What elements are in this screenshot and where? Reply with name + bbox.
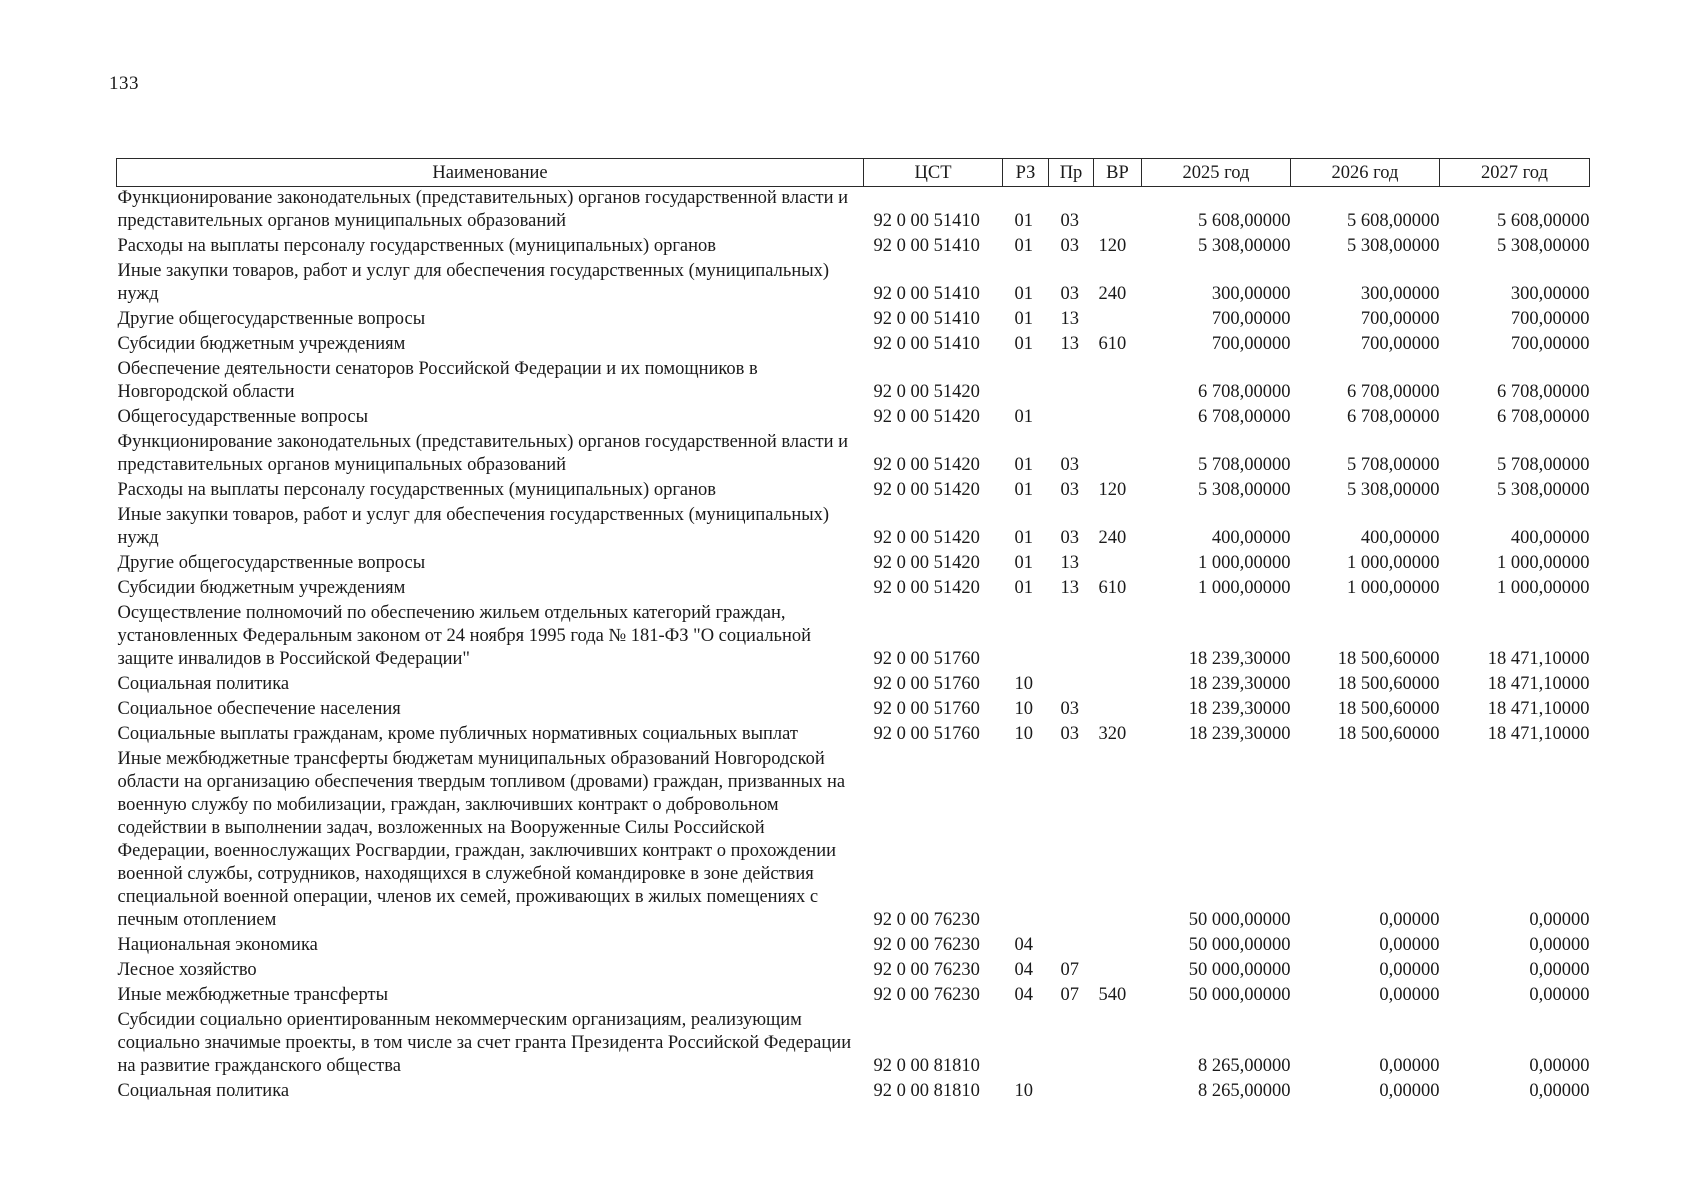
- cell-2026: 18 500,60000: [1337, 699, 1440, 719]
- cell-cst: 92 0 00 51410: [873, 334, 980, 354]
- table-row: [117, 235, 1590, 260]
- cell-cst: 92 0 00 51420: [873, 553, 980, 573]
- cell-vr: [1094, 748, 1142, 934]
- cell-cst: 92 0 00 51420: [873, 407, 980, 427]
- header-pr: Пр: [1049, 159, 1094, 187]
- cell-2025: 5 708,00000: [1198, 455, 1291, 475]
- cell-pr: 03: [1060, 724, 1079, 744]
- cell-2025: 18 239,30000: [1188, 674, 1291, 694]
- cell-name: Национальная экономика: [117, 935, 318, 955]
- table-row: [117, 1080, 1590, 1105]
- table-header: [117, 159, 1590, 187]
- cell-cst: 92 0 00 51410: [873, 284, 980, 304]
- cell-2026: 0,00000: [1379, 985, 1440, 1005]
- cell-2025: 1 000,00000: [1198, 553, 1291, 573]
- cell-pr: 13: [1060, 553, 1079, 573]
- table-body: [117, 187, 1590, 1106]
- cell-vr: [1094, 959, 1142, 984]
- cell-2027: 18 471,10000: [1487, 649, 1590, 669]
- cell-pr: 03: [1060, 284, 1079, 304]
- cell-vr: 120: [1098, 480, 1127, 500]
- cell-2025: 50 000,00000: [1188, 910, 1291, 930]
- cell-cst: 92 0 00 81810: [873, 1056, 980, 1076]
- table-row: [117, 479, 1590, 504]
- cell-2027: 1 000,00000: [1497, 553, 1590, 573]
- page-number: 133: [109, 73, 139, 94]
- cell-name: Общегосударственные вопросы: [117, 407, 369, 427]
- cell-name: Социальное обеспечение населения: [117, 699, 401, 719]
- cell-pr: 07: [1060, 985, 1079, 1005]
- cell-vr: [1094, 431, 1142, 479]
- cell-2025: 6 708,00000: [1198, 407, 1291, 427]
- cell-2027: 5 608,00000: [1497, 211, 1590, 231]
- cell-2027: 0,00000: [1529, 960, 1590, 980]
- cell-name: Иные закупки товаров, работ и услуг для обеспечения государственных (муниципальных) нужд: [117, 505, 830, 548]
- cell-cst: 92 0 00 76230: [873, 985, 980, 1005]
- cell-2026: 6 708,00000: [1347, 382, 1440, 402]
- cell-pr: 03: [1060, 528, 1079, 548]
- cell-pr: 13: [1060, 334, 1079, 354]
- cell-2026: 700,00000: [1360, 309, 1440, 329]
- cell-2026: 5 708,00000: [1347, 455, 1440, 475]
- cell-2025: 1 000,00000: [1198, 578, 1291, 598]
- table-row: [117, 333, 1590, 358]
- header-2026: 2026 год: [1291, 159, 1440, 187]
- cell-2025: 18 239,30000: [1188, 649, 1291, 669]
- cell-2026: 5 608,00000: [1347, 211, 1440, 231]
- cell-rz: 04: [1014, 935, 1033, 955]
- cell-name: Лесное хозяйство: [117, 960, 257, 980]
- cell-cst: 92 0 00 51420: [873, 382, 980, 402]
- cell-cst: 92 0 00 51760: [873, 699, 980, 719]
- table-row: [117, 673, 1590, 698]
- cell-name: Иные закупки товаров, работ и услуг для обеспечения государственных (муниципальных) нужд: [117, 261, 830, 304]
- cell-name: Социальные выплаты гражданам, кроме публичных нормативных социальных выплат: [117, 724, 798, 744]
- table-row: [117, 984, 1590, 1009]
- cell-rz: 04: [1014, 960, 1033, 980]
- cell-cst: 92 0 00 51420: [873, 528, 980, 548]
- cell-rz: 01: [1014, 211, 1033, 231]
- cell-pr: 13: [1060, 309, 1079, 329]
- cell-rz: 01: [1014, 455, 1033, 475]
- cell-vr: [1094, 308, 1142, 333]
- cell-vr: [1094, 406, 1142, 431]
- cell-pr: [1049, 934, 1094, 959]
- cell-pr: 03: [1060, 236, 1079, 256]
- cell-2026: 18 500,60000: [1337, 724, 1440, 744]
- budget-table: [116, 158, 1590, 1105]
- cell-2026: 1 000,00000: [1347, 553, 1440, 573]
- cell-cst: 92 0 00 51410: [873, 309, 980, 329]
- cell-cst: 92 0 00 51420: [873, 455, 980, 475]
- cell-name: Субсидии бюджетным учреждениям: [117, 334, 406, 354]
- cell-cst: 92 0 00 51420: [873, 480, 980, 500]
- table-row: [117, 187, 1590, 236]
- cell-2027: 1 000,00000: [1497, 578, 1590, 598]
- cell-rz: 01: [1014, 309, 1033, 329]
- header-name: Наименование: [117, 159, 864, 187]
- cell-2026: 300,00000: [1360, 284, 1440, 304]
- cell-cst: 92 0 00 81810: [873, 1081, 980, 1101]
- cell-vr: 240: [1098, 528, 1127, 548]
- cell-2027: 400,00000: [1510, 528, 1590, 548]
- cell-2026: 0,00000: [1379, 960, 1440, 980]
- header-cst: ЦСТ: [864, 159, 1003, 187]
- cell-2025: 50 000,00000: [1188, 935, 1291, 955]
- cell-vr: 240: [1098, 284, 1127, 304]
- cell-name: Расходы на выплаты персоналу государственных (муниципальных) органов: [117, 236, 717, 256]
- cell-vr: [1094, 358, 1142, 406]
- table-row: [117, 308, 1590, 333]
- cell-rz: 01: [1014, 480, 1033, 500]
- cell-cst: 92 0 00 51420: [873, 578, 980, 598]
- cell-2027: 700,00000: [1510, 334, 1590, 354]
- cell-2027: 5 308,00000: [1497, 480, 1590, 500]
- cell-2027: 300,00000: [1510, 284, 1590, 304]
- cell-rz: 01: [1014, 407, 1033, 427]
- cell-2025: 18 239,30000: [1188, 724, 1291, 744]
- cell-cst: 92 0 00 51410: [873, 236, 980, 256]
- table-row: [117, 358, 1590, 406]
- cell-2025: 300,00000: [1211, 284, 1291, 304]
- header-row: [117, 159, 1590, 187]
- cell-vr: [1094, 602, 1142, 673]
- cell-2027: 5 708,00000: [1497, 455, 1590, 475]
- cell-2026: 18 500,60000: [1337, 649, 1440, 669]
- cell-2026: 6 708,00000: [1347, 407, 1440, 427]
- cell-name: Другие общегосударственные вопросы: [117, 553, 426, 573]
- cell-2026: 400,00000: [1360, 528, 1440, 548]
- cell-2027: 5 308,00000: [1497, 236, 1590, 256]
- cell-vr: [1094, 1080, 1142, 1105]
- cell-2027: 6 708,00000: [1497, 382, 1590, 402]
- cell-cst: 92 0 00 51760: [873, 674, 980, 694]
- cell-vr: [1094, 934, 1142, 959]
- cell-vr: 320: [1098, 724, 1127, 744]
- cell-rz: 01: [1014, 284, 1033, 304]
- cell-2026: 5 308,00000: [1347, 236, 1440, 256]
- cell-name: Осуществление полномочий по обеспечению жильем отдельных категорий граждан, установленных Федеральным законом от 24 ноября 1995 года № 181-ФЗ "О социальной защите инвалидов в Российской Федерации": [117, 603, 812, 669]
- table-row: [117, 260, 1590, 308]
- cell-vr: [1094, 552, 1142, 577]
- cell-2025: 700,00000: [1211, 309, 1291, 329]
- cell-name: Функционирование законодательных (представительных) органов государственной власти и представительных органов муниципальных образований: [117, 432, 849, 475]
- cell-rz: 01: [1014, 334, 1033, 354]
- cell-cst: 92 0 00 51410: [873, 211, 980, 231]
- cell-2026: 0,00000: [1379, 1081, 1440, 1101]
- cell-name: Иные межбюджетные трансферты бюджетам муниципальных образований Новгородской области на организацию обеспечения твердым топливом (дровами) граждан, призванных на военную службу по мобилизации, граждан, заключивших контракт о добровольном содействии в выполнении задач, возложенных на Вооруженные Силы Российской Федерации, военнослужащих Росгвардии, граждан, заключивших контракт о прохождении военной службы, сотрудников, находящихся в служебной командировке в зоне действия специальной военной операции, членов их семей, проживающих в жилых помещениях с печным отоплением: [117, 749, 846, 930]
- cell-pr: 07: [1060, 960, 1079, 980]
- table-row: [117, 504, 1590, 552]
- cell-pr: [1049, 406, 1094, 431]
- cell-2026: 0,00000: [1379, 935, 1440, 955]
- cell-pr: [1049, 673, 1094, 698]
- cell-name: Другие общегосударственные вопросы: [117, 309, 426, 329]
- cell-pr: [1049, 358, 1094, 406]
- cell-2025: 8 265,00000: [1198, 1081, 1291, 1101]
- cell-rz: 10: [1014, 1081, 1033, 1101]
- cell-2027: 0,00000: [1529, 910, 1590, 930]
- cell-2026: 0,00000: [1379, 1056, 1440, 1076]
- cell-vr: [1094, 673, 1142, 698]
- cell-name: Обеспечение деятельности сенаторов Российской Федерации и их помощников в Новгородской области: [117, 359, 758, 402]
- cell-cst: 92 0 00 51760: [873, 724, 980, 744]
- cell-name: Социальная политика: [117, 674, 290, 694]
- header-rz: РЗ: [1003, 159, 1049, 187]
- cell-pr: [1049, 748, 1094, 934]
- cell-pr: [1049, 602, 1094, 673]
- cell-name: Иные межбюджетные трансферты: [117, 985, 389, 1005]
- cell-2025: 50 000,00000: [1188, 985, 1291, 1005]
- table-row: [117, 406, 1590, 431]
- cell-vr: [1094, 698, 1142, 723]
- table-row: [117, 698, 1590, 723]
- cell-vr: 610: [1098, 334, 1127, 354]
- cell-cst: 92 0 00 76230: [873, 910, 980, 930]
- cell-2025: 5 608,00000: [1198, 211, 1291, 231]
- cell-2025: 700,00000: [1211, 334, 1291, 354]
- cell-name: Субсидии социально ориентированным некоммерческим организациям, реализующим социально значимые проекты, в том числе за счет гранта Президента Российской Федерации на развитие гражданского общества: [117, 1010, 852, 1076]
- cell-2027: 18 471,10000: [1487, 699, 1590, 719]
- cell-name: Расходы на выплаты персоналу государственных (муниципальных) органов: [117, 480, 717, 500]
- table-row: [117, 602, 1590, 673]
- cell-2027: 0,00000: [1529, 935, 1590, 955]
- cell-vr: [1094, 187, 1142, 236]
- cell-2026: 700,00000: [1360, 334, 1440, 354]
- cell-2025: 5 308,00000: [1198, 236, 1291, 256]
- header-2027: 2027 год: [1440, 159, 1590, 187]
- cell-rz: 10: [1014, 724, 1033, 744]
- cell-pr: [1049, 1080, 1094, 1105]
- cell-rz: [1003, 1009, 1049, 1080]
- cell-2026: 1 000,00000: [1347, 578, 1440, 598]
- cell-rz: [1003, 358, 1049, 406]
- table-row: [117, 431, 1590, 479]
- cell-rz: 10: [1014, 674, 1033, 694]
- cell-vr: 610: [1098, 578, 1127, 598]
- table-row: [117, 577, 1590, 602]
- cell-2026: 18 500,60000: [1337, 674, 1440, 694]
- table-row: [117, 723, 1590, 748]
- cell-pr: [1049, 1009, 1094, 1080]
- cell-pr: 03: [1060, 455, 1079, 475]
- cell-name: Социальная политика: [117, 1081, 290, 1101]
- cell-2027: 700,00000: [1510, 309, 1590, 329]
- cell-rz: 01: [1014, 578, 1033, 598]
- cell-rz: 01: [1014, 553, 1033, 573]
- cell-vr: 120: [1098, 236, 1127, 256]
- cell-pr: 03: [1060, 480, 1079, 500]
- table-row: [117, 552, 1590, 577]
- cell-2026: 0,00000: [1379, 910, 1440, 930]
- cell-rz: [1003, 602, 1049, 673]
- header-2025: 2025 год: [1142, 159, 1291, 187]
- cell-vr: 540: [1098, 985, 1127, 1005]
- cell-2025: 50 000,00000: [1188, 960, 1291, 980]
- cell-name: Субсидии бюджетным учреждениям: [117, 578, 406, 598]
- cell-2025: 6 708,00000: [1198, 382, 1291, 402]
- table-row: [117, 1009, 1590, 1080]
- cell-2027: 18 471,10000: [1487, 674, 1590, 694]
- cell-cst: 92 0 00 76230: [873, 935, 980, 955]
- cell-2027: 0,00000: [1529, 985, 1590, 1005]
- cell-2025: 400,00000: [1211, 528, 1291, 548]
- cell-rz: 01: [1014, 236, 1033, 256]
- cell-2025: 18 239,30000: [1188, 699, 1291, 719]
- cell-2027: 18 471,10000: [1487, 724, 1590, 744]
- cell-cst: 92 0 00 76230: [873, 960, 980, 980]
- cell-rz: [1003, 748, 1049, 934]
- table-row: [117, 934, 1590, 959]
- cell-pr: 13: [1060, 578, 1079, 598]
- cell-2027: 0,00000: [1529, 1081, 1590, 1101]
- cell-pr: 03: [1060, 211, 1079, 231]
- cell-rz: 01: [1014, 528, 1033, 548]
- cell-name: Функционирование законодательных (представительных) органов государственной власти и представительных органов муниципальных образований: [117, 188, 849, 231]
- cell-2025: 5 308,00000: [1198, 480, 1291, 500]
- cell-rz: 04: [1014, 985, 1033, 1005]
- cell-cst: 92 0 00 51760: [873, 649, 980, 669]
- header-vr: ВР: [1094, 159, 1142, 187]
- cell-rz: 10: [1014, 699, 1033, 719]
- cell-pr: 03: [1060, 699, 1079, 719]
- cell-vr: [1094, 1009, 1142, 1080]
- cell-2027: 6 708,00000: [1497, 407, 1590, 427]
- cell-2025: 8 265,00000: [1198, 1056, 1291, 1076]
- table-row: [117, 748, 1590, 934]
- cell-2026: 5 308,00000: [1347, 480, 1440, 500]
- table-row: [117, 959, 1590, 984]
- cell-2027: 0,00000: [1529, 1056, 1590, 1076]
